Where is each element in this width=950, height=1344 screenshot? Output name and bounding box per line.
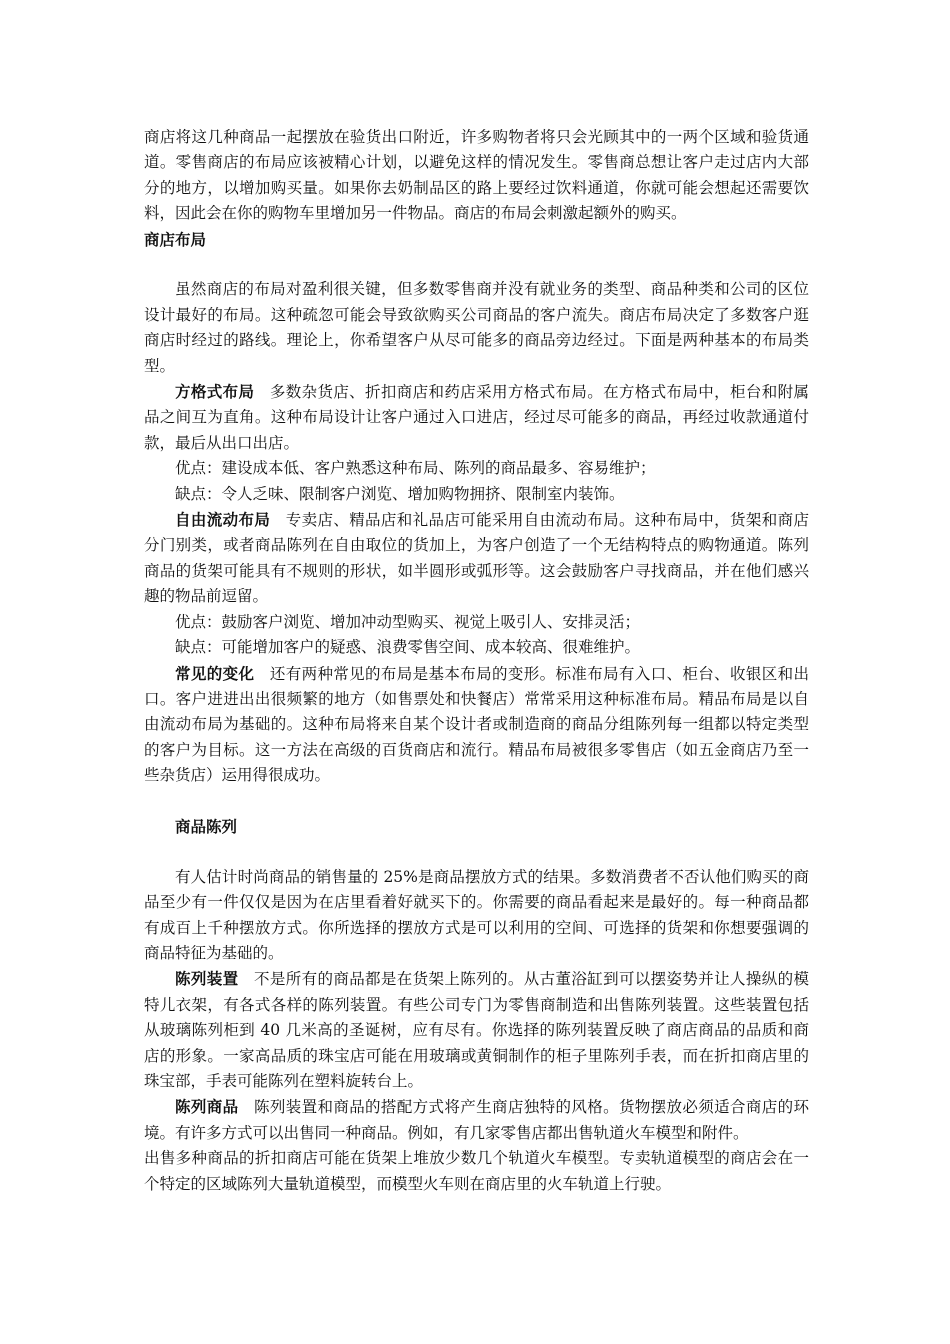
grid-layout-pros: 优点：建设成本低、客户熟悉这种布局、陈列的商品最多、容易维护；: [175, 459, 656, 478]
free-flow-layout-text: 专卖店、精品店和礼品店可能采用自由流动布局。这种布局中，货架和商店分门别类，或者商品陈列在自由取位的货加上，为客户创造了一个无结构特点的购物通道。陈列商品的货架可能具有不规则的形状，如半圆形或弧形等。这会鼓励客户寻找商品，并在他们感兴趣的物品前逗留。: [144, 511, 809, 606]
heading-store-layout: 商店布局: [144, 229, 207, 249]
paragraph-display-goods: [144, 1094, 809, 1146]
paragraph-display-fixtures: [144, 966, 809, 1094]
free-flow-layout-pros: 优点：鼓励客户浏览、增加冲动型购买、视觉上吸引人、安排灵活；: [175, 612, 641, 631]
display-fixtures-text: 不是所有的商品都是在货架上陈列的。从古董浴缸到可以摆姿势并让人操纵的模特儿衣架，有各式各样的陈列装置。有些公司专门为零售商制造和出售陈列装置。这些装置包括从玻璃陈列柜到 40 几米高的圣诞树，应有尽有。你选择的陈列装置反映了商店商品的品质和商店的形象。一家高品质的珠宝店可能在用玻璃或黄铜制作的柜子里陈列手表，而在折扣商店里的珠宝部，手表可能陈列在塑料旋转台上。: [144, 970, 809, 1090]
paragraph-train-example: 出售多种商品的折扣商店可能在货架上堆放少数几个轨道火车模型。专卖轨道模型的商店会在一个特定的区域陈列大量轨道模型，而模型火车则在商店里的火车轨道上行驶。: [144, 1149, 809, 1193]
document-page: [144, 125, 809, 1197]
spacer: [144, 839, 809, 864]
term-display-fixtures: 陈列装置: [175, 969, 239, 989]
free-flow-layout-cons: 缺点：可能增加客户的疑惑、浪费零售空间、成本较高、很难维护。: [175, 638, 641, 657]
paragraph-free-flow-layout: [144, 507, 809, 610]
paragraph-display-overview: 有人估计时尚商品的销售量的 25%是商品摆放方式的结果。多数消费者不否认他们购买的商品至少有一件仅仅是因为在店里看着好就买下的。你需要的商品看起来是最好的。每一种商品都有成百上千种摆放方式。你所选择的摆放方式是可以利用的空间、可选择的货架和你想要强调的商品特征为基础的。: [144, 867, 809, 962]
grid-layout-cons: 缺点：令人乏味、限制客户浏览、增加购物拥挤、限制室内装饰。: [175, 484, 625, 503]
spacer: [144, 789, 809, 814]
grid-layout-text: 多数杂货店、折扣商店和药店采用方格式布局。在方格式布局中，柜台和附属品之间互为直角。这种布局设计让客户通过入口进店，经过尽可能多的商品，再经过收款通道付款，最后从出口出店。: [144, 383, 809, 452]
term-grid-layout: 方格式布局: [175, 382, 255, 402]
heading-merchandise-display: 商品陈列: [175, 816, 238, 836]
paragraph-common-variants: [144, 661, 809, 789]
term-display-goods: 陈列商品: [175, 1097, 239, 1117]
paragraph-intro: 商店将这几种商品一起摆放在验货出口附近，许多购物者将只会光顾其中的一两个区域和验货通道。零售商店的布局应该被精心计划，以避免这样的情况发生。零售商总想让客户走过店内大部分的地方，以增加购买量。如果你去奶制品区的路上要经过饮料通道，你就可能会想起还需要饮料，因此会在你的购物车里增加另一件物品。商店的布局会刺激起额外的购买。: [144, 128, 809, 223]
common-variants-text: 还有两种常见的布局是基本布局的变形。标准布局有入口、柜台、收银区和出口。客户进进出出很频繁的地方（如售票处和快餐店）常常采用这种标准布局。精品布局是以自由流动布局为基础的。这种布局将来自某个设计者或制造商的商品分组陈列每一组都以特定类型的客户为目标。这一方法在高级的百货商店和流行。精品布局被很多零售店（如五金商店乃至一些杂货店）运用得很成功。: [144, 664, 809, 785]
term-common-variants: 常见的变化: [175, 663, 255, 683]
spacer: [144, 252, 809, 277]
paragraph-grid-layout: [144, 379, 809, 456]
display-goods-text: 陈列装置和商品的搭配方式将产生商店独特的风格。货物摆放必须适合商店的环境。有许多方式可以出售同一种商品。例如，有几家零售店都出售轨道火车模型和附件。: [144, 1098, 809, 1142]
paragraph-layout-overview: 虽然商店的布局对盈利很关键，但多数零售商并没有就业务的类型、商品种类和公司的区位设计最好的布局。这种疏忽可能会导致欲购买公司商品的客户流失。商店布局决定了多数客户逛商店时经过的路线。理论上，你希望客户从尽可能多的商品旁边经过。下面是两种基本的布局类型。: [144, 280, 809, 375]
term-free-flow-layout: 自由流动布局: [175, 510, 271, 530]
